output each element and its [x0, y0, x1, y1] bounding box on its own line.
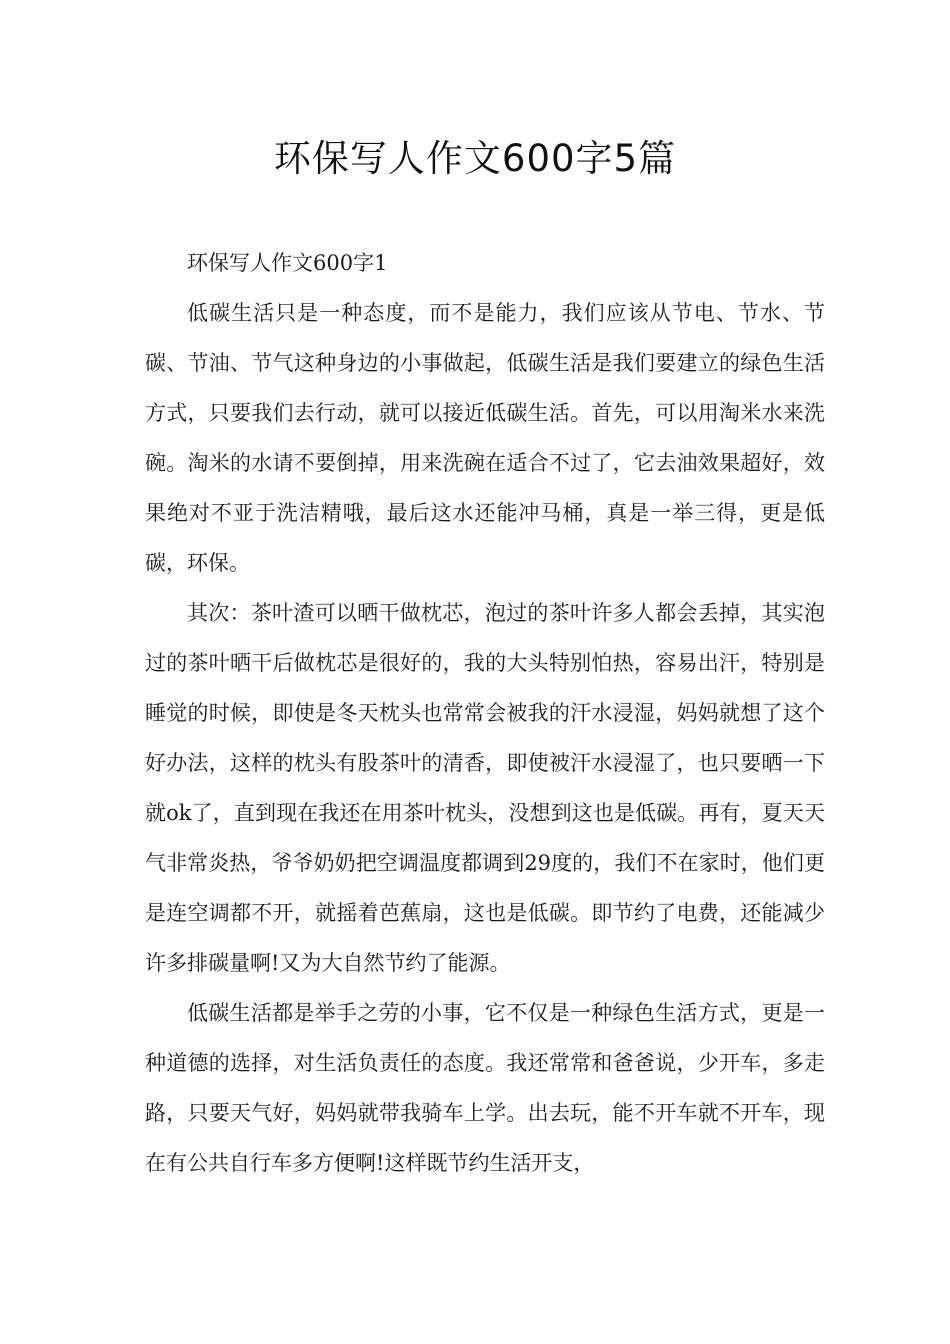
section-heading: 环保写人作文600字1	[187, 251, 388, 275]
paragraph-3: 低碳生活都是举手之劳的小事，它不仅是一种绿色生活方式，更是一种道德的选择，对生活负责任的态度。我还常常和爸爸说，少开车，多走路，只要天气好，妈妈就带我骑车上学。出去玩，能不开车就不开车，现在有公共自行车多方便啊!这样既节约生活开支，	[145, 1001, 825, 1175]
document-body	[145, 238, 825, 1188]
document-title: 环保写人作文600字5篇	[273, 137, 677, 180]
paragraph-1: 低碳生活只是一种态度，而不是能力，我们应该从节电、节水、节碳、节油、节气这种身边的小事做起，低碳生活是我们要建立的绿色生活方式，只要我们去行动，就可以接近低碳生活。首先，可以用淘米水来洗碗。淘米的水请不要倒掉，用来洗碗在适合不过了，它去油效果超好，效果绝对不亚于洗洁精哦，最后这水还能冲马桶，真是一举三得，更是低碳，环保。	[145, 301, 825, 575]
paragraph-2: 其次：茶叶渣可以晒干做枕芯，泡过的茶叶许多人都会丢掉，其实泡过的茶叶晒干后做枕芯是很好的，我的大头特别怕热，容易出汗，特别是睡觉的时候，即使是冬天枕头也常常会被我的汗水浸湿，妈妈就想了这个好办法，这样的枕头有股茶叶的清香，即使被汗水浸湿了，也只要晒一下就ok了，直到现在我还在用茶叶枕头，没想到这也是低碳。再有，夏天天气非常炎热，爷爷奶奶把空调温度都调到29度的，我们不在家时，他们更是连空调都不开，就摇着芭蕉扇，这也是低碳。即节约了电费，还能减少许多排碳量啊!又为大自然节约了能源。	[145, 601, 825, 975]
